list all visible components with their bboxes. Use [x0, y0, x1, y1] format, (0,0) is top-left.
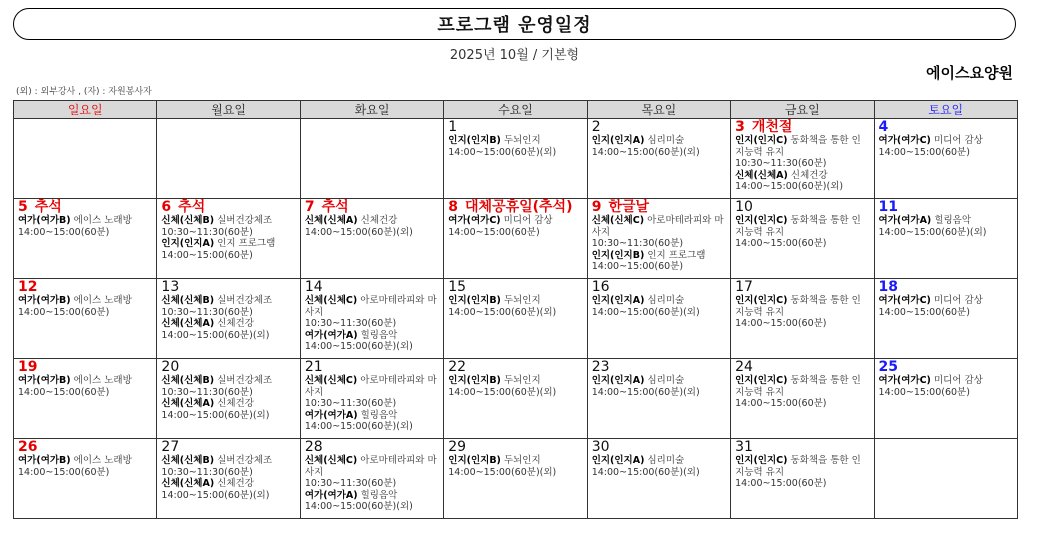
program-entry — [592, 135, 726, 147]
program-name: 실버건강체조 — [217, 375, 273, 386]
program-time: 14:00~15:00(60분) — [591, 261, 684, 272]
program-time: 14:00~15:00(60분)(외) — [161, 489, 270, 501]
program-name: 힐링음악 — [360, 489, 398, 501]
day-number — [879, 280, 1013, 295]
program-name: 두뇌인지 — [503, 375, 541, 386]
program-name: 에이스 노래방 — [73, 455, 132, 466]
calendar-day-cell — [14, 359, 157, 439]
program-entry — [161, 238, 295, 250]
weekday-tuesday: 화요일 — [300, 101, 443, 119]
day-number — [592, 200, 726, 215]
day-number — [161, 280, 295, 295]
program-name: 미디어 감상 — [933, 135, 983, 146]
program-time: 10:30~11:30(60분) — [161, 226, 253, 238]
calendar-day-cell — [444, 279, 587, 359]
calendar-day-cell — [587, 359, 730, 439]
day-number — [448, 440, 582, 455]
program-category: 신체(신체A) — [161, 318, 215, 329]
day-number-text: 10 — [735, 199, 753, 215]
program-category: 인지(인지C) — [735, 215, 788, 226]
program-time: 14:00~15:00(60분) — [735, 318, 827, 329]
calendar-day-cell — [14, 199, 157, 279]
program-category: 인지(인지B) — [448, 295, 501, 306]
calendar-day-cell — [731, 279, 874, 359]
calendar-day-cell — [444, 199, 587, 279]
holiday-label: 대체공휴일(추석) — [465, 199, 573, 215]
program-category: 여가(여가C) — [878, 375, 931, 386]
program-entry — [448, 295, 582, 307]
day-number — [592, 440, 726, 455]
calendar-day-cell — [157, 439, 300, 519]
program-category: 여가(여가A) — [304, 409, 358, 421]
program-entry — [448, 135, 582, 147]
day-number-text: 4 — [878, 119, 889, 135]
program-name: 두뇌인지 — [503, 295, 541, 306]
program-time: 14:00~15:00(60분)(외) — [448, 146, 557, 158]
day-number-text: 25 — [878, 359, 899, 375]
program-time: 14:00~15:00(60분) — [18, 226, 110, 238]
program-category: 인지(인지B) — [448, 135, 501, 146]
program-time: 14:00~15:00(60분) — [878, 306, 970, 318]
day-number — [305, 200, 439, 215]
weekday-sunday: 일요일 — [14, 101, 157, 119]
program-name: 힐링음악 — [360, 409, 398, 421]
program-entry — [161, 295, 295, 307]
day-number — [448, 360, 582, 375]
day-number-text: 24 — [735, 359, 753, 375]
program-name: 힐링음악 — [934, 215, 972, 226]
program-name: 인지 프로그램 — [217, 238, 276, 249]
day-number-text: 9 — [591, 199, 602, 215]
calendar-day-cell — [157, 359, 300, 439]
program-name: 동화책을 통한 인지능력 유지 — [735, 295, 861, 318]
program-time: 14:00~15:00(60분)(외) — [448, 306, 557, 318]
organization-name: 에이스요양원 — [926, 64, 1013, 82]
calendar-day-cell — [587, 199, 730, 279]
day-number — [305, 360, 439, 375]
holiday-label: 한글날 — [608, 199, 650, 215]
program-time: 10:30~11:30(60분) — [304, 318, 397, 329]
program-entry — [592, 455, 726, 467]
program-name: 아로마테라피와 마사지 — [591, 215, 724, 238]
holiday-label: 추석 — [34, 199, 62, 215]
calendar-day-cell — [14, 439, 157, 519]
day-number-text: 11 — [878, 199, 899, 215]
program-entry — [735, 455, 869, 478]
calendar-week-row — [14, 359, 1018, 439]
program-time: 14:00~15:00(60분) — [161, 249, 253, 261]
calendar-day-cell — [300, 359, 443, 439]
calendar-day-cell — [731, 199, 874, 279]
program-category: 인지(인지A) — [161, 238, 215, 249]
program-category: 여가(여가B) — [18, 215, 71, 226]
program-category: 신체(신체B) — [161, 215, 215, 226]
program-time: 14:00~15:00(60분)(외) — [878, 226, 987, 238]
day-number-text: 23 — [591, 359, 610, 375]
day-number — [735, 280, 869, 295]
program-name: 에이스 노래방 — [73, 215, 132, 226]
program-entry — [592, 375, 726, 387]
calendar-day-cell — [731, 439, 874, 519]
program-category: 인지(인지C) — [735, 135, 788, 146]
program-name: 심리미술 — [647, 295, 685, 306]
legend-note: (외) : 외부강사 , (자) : 자원봉사자 — [16, 87, 152, 97]
program-entry — [161, 318, 295, 330]
day-number-text: 13 — [161, 279, 180, 295]
day-number-text: 1 — [448, 119, 458, 135]
program-name: 아로마테라피와 마사지 — [304, 295, 437, 318]
day-number-text: 20 — [161, 359, 180, 375]
program-time: 14:00~15:00(60분)(외) — [448, 386, 557, 398]
program-entry — [18, 215, 152, 227]
day-number-text: 16 — [591, 279, 610, 295]
calendar-day-cell — [157, 279, 300, 359]
day-number-text: 7 — [304, 199, 315, 215]
day-number-text: 17 — [735, 279, 753, 295]
calendar-day-cell — [587, 439, 730, 519]
program-name: 신체건강 — [217, 318, 254, 329]
program-category: 신체(신체C) — [591, 215, 645, 226]
program-time: 14:00~15:00(60분)(외) — [304, 501, 413, 512]
day-number-text: 14 — [304, 279, 323, 295]
program-category: 인지(인지B) — [591, 249, 645, 261]
program-time: 14:00~15:00(60분)(외) — [735, 181, 844, 192]
program-category: 신체(신체B) — [161, 295, 215, 306]
program-category: 여가(여가B) — [18, 455, 71, 466]
weekday-wednesday: 수요일 — [444, 101, 587, 119]
holiday-label: 개천절 — [751, 119, 793, 135]
program-category: 신체(신체C) — [304, 375, 358, 386]
day-number-text: 8 — [448, 199, 459, 215]
program-name: 실버건강체조 — [217, 295, 273, 306]
calendar-day-cell — [157, 199, 300, 279]
program-entry — [161, 478, 295, 490]
day-number-text: 29 — [448, 439, 467, 455]
day-number — [448, 200, 582, 215]
program-category: 신체(신체C) — [304, 295, 358, 306]
day-number-text: 26 — [18, 439, 38, 455]
day-number — [735, 200, 869, 215]
program-entry — [448, 215, 582, 227]
calendar-week-row — [14, 279, 1018, 359]
program-entry — [161, 375, 295, 387]
program-category: 인지(인지B) — [448, 375, 501, 386]
program-time: 14:00~15:00(60분)(외) — [591, 146, 700, 158]
calendar-day-cell — [300, 439, 443, 519]
calendar-day-cell — [874, 119, 1017, 199]
program-name: 두뇌인지 — [503, 455, 541, 466]
day-number-text: 21 — [304, 359, 323, 375]
program-category: 인지(인지C) — [735, 375, 788, 386]
day-number — [592, 360, 726, 375]
program-category: 신체(신체B) — [161, 375, 215, 386]
program-entry — [305, 375, 439, 398]
program-name: 미디어 감상 — [933, 375, 983, 386]
day-number-text: 19 — [18, 359, 38, 375]
program-time: 14:00~15:00(60분) — [448, 226, 540, 238]
day-number — [448, 280, 582, 295]
program-entry — [735, 295, 869, 318]
program-entry — [161, 455, 295, 467]
program-name: 힐링음악 — [360, 329, 398, 341]
program-category: 신체(신체A) — [161, 478, 215, 489]
day-number — [879, 200, 1013, 215]
weekday-monday: 월요일 — [157, 101, 300, 119]
holiday-label: 추석 — [178, 199, 206, 215]
program-category: 여가(여가B) — [18, 295, 71, 306]
day-number-text: 6 — [161, 199, 172, 215]
calendar-day-cell — [587, 119, 730, 199]
program-entry — [879, 135, 1013, 147]
program-entry — [592, 250, 726, 262]
program-entry — [879, 375, 1013, 387]
day-number — [18, 360, 152, 375]
program-entry — [305, 295, 439, 318]
program-time: 10:30~11:30(60분) — [161, 306, 253, 318]
program-entry — [305, 455, 439, 478]
program-entry — [592, 215, 726, 238]
day-number-text: 18 — [878, 279, 899, 295]
program-entry — [735, 170, 869, 182]
program-time: 14:00~15:00(60분)(외) — [591, 386, 700, 398]
program-name: 두뇌인지 — [503, 135, 541, 146]
program-category: 여가(여가B) — [18, 375, 71, 386]
page-subtitle: 2025년 10월 / 기본형 — [449, 48, 580, 63]
calendar-day-cell — [14, 279, 157, 359]
calendar-day-cell — [874, 359, 1017, 439]
program-entry — [448, 375, 582, 387]
program-category: 인지(인지B) — [448, 455, 501, 466]
program-entry — [161, 215, 295, 227]
program-category: 신체(신체A) — [161, 398, 215, 409]
day-number — [879, 360, 1013, 375]
program-time: 14:00~15:00(60분) — [735, 238, 827, 249]
program-category: 신체(신체A) — [735, 169, 788, 181]
program-name: 에이스 노래방 — [73, 295, 132, 306]
day-number — [18, 200, 152, 215]
program-category: 여가(여가C) — [878, 135, 931, 146]
program-time: 14:00~15:00(60분) — [735, 398, 827, 409]
program-time: 10:30~11:30(60분) — [735, 158, 827, 169]
program-time: 14:00~15:00(60분) — [878, 386, 970, 398]
calendar-week-row — [14, 199, 1018, 279]
day-number — [161, 440, 295, 455]
day-number — [879, 120, 1013, 135]
program-name: 신체건강 — [217, 398, 254, 409]
program-name: 동화책을 통한 인지능력 유지 — [735, 455, 861, 478]
program-name: 신체건강 — [360, 215, 398, 226]
program-name: 신체건강 — [217, 478, 254, 489]
program-category: 인지(인지C) — [735, 455, 788, 466]
calendar-day-cell — [300, 279, 443, 359]
page-title: 프로그램 운영일정 — [13, 8, 1016, 40]
program-entry — [448, 455, 582, 467]
program-time: 14:00~15:00(60분)(외) — [591, 466, 700, 478]
program-category: 신체(신체C) — [304, 455, 358, 466]
day-number — [305, 440, 439, 455]
program-time: 14:00~15:00(60분)(외) — [448, 466, 557, 478]
program-time: 14:00~15:00(60분) — [878, 146, 970, 158]
calendar-day-cell — [587, 279, 730, 359]
program-time: 10:30~11:30(60분) — [304, 478, 397, 489]
calendar-day-cell — [444, 119, 587, 199]
program-category: 인지(인지C) — [735, 295, 788, 306]
program-name: 동화책을 통한 인지능력 유지 — [735, 375, 861, 398]
day-number — [448, 120, 582, 135]
program-entry — [305, 330, 439, 342]
calendar-week-row — [14, 439, 1018, 519]
program-entry — [879, 215, 1013, 227]
program-category: 인지(인지A) — [591, 375, 645, 386]
day-number — [305, 280, 439, 295]
program-time: 14:00~15:00(60분)(외) — [591, 306, 700, 318]
program-name: 실버건강체조 — [217, 455, 273, 466]
day-number — [18, 440, 152, 455]
program-time: 14:00~15:00(60분)(외) — [161, 409, 270, 421]
program-time: 10:30~11:30(60분) — [161, 386, 253, 398]
program-name: 심리미술 — [647, 135, 685, 146]
program-category: 신체(신체A) — [304, 215, 358, 226]
program-name: 동화책을 통한 인지능력 유지 — [735, 135, 861, 158]
program-name: 동화책을 통한 인지능력 유지 — [735, 215, 861, 238]
program-category: 여가(여가A) — [304, 489, 358, 501]
program-category: 여가(여가A) — [878, 215, 932, 226]
calendar-week-row — [14, 119, 1018, 199]
program-entry — [305, 410, 439, 422]
program-time: 14:00~15:00(60분) — [18, 306, 110, 318]
day-number-text: 5 — [18, 199, 28, 215]
calendar-day-cell — [874, 439, 1017, 519]
program-name: 에이스 노래방 — [73, 375, 132, 386]
day-number-text: 27 — [161, 439, 180, 455]
calendar-day-cell — [157, 119, 300, 199]
program-name: 미디어 감상 — [933, 295, 983, 306]
program-entry — [18, 375, 152, 387]
program-category: 여가(여가C) — [878, 295, 931, 306]
calendar-day-cell — [874, 199, 1017, 279]
program-name: 실버건강체조 — [217, 215, 273, 226]
program-time: 14:00~15:00(60분)(외) — [304, 421, 413, 432]
program-time: 14:00~15:00(60분) — [735, 478, 827, 489]
program-name: 아로마테라피와 마사지 — [304, 455, 437, 478]
calendar-day-cell — [444, 439, 587, 519]
program-name: 심리미술 — [647, 455, 685, 466]
calendar-day-cell — [874, 279, 1017, 359]
calendar-day-cell — [731, 359, 874, 439]
program-entry — [18, 455, 152, 467]
program-entry — [735, 215, 869, 238]
weekday-friday: 금요일 — [731, 101, 874, 119]
program-entry — [735, 375, 869, 398]
calendar-day-cell — [731, 119, 874, 199]
program-category: 여가(여가C) — [448, 215, 501, 226]
day-number — [592, 120, 726, 135]
program-category: 여가(여가A) — [304, 329, 358, 341]
day-number-text: 30 — [591, 439, 610, 455]
program-time: 14:00~15:00(60분)(외) — [304, 341, 413, 352]
program-entry — [879, 295, 1013, 307]
program-entry — [305, 490, 439, 502]
day-number — [735, 440, 869, 455]
program-category: 신체(신체B) — [161, 455, 215, 466]
holiday-label: 추석 — [321, 199, 349, 215]
program-time: 14:00~15:00(60분)(외) — [161, 329, 270, 341]
calendar-body — [14, 119, 1018, 519]
program-name: 심리미술 — [647, 375, 685, 386]
calendar-day-cell — [444, 359, 587, 439]
program-time: 14:00~15:00(60분) — [18, 466, 110, 478]
calendar-table — [13, 100, 1018, 519]
day-number-text: 28 — [304, 439, 323, 455]
weekday-header-row — [14, 101, 1018, 119]
calendar-day-cell — [14, 119, 157, 199]
program-name: 인지 프로그램 — [647, 249, 706, 261]
program-entry — [161, 398, 295, 410]
weekday-saturday: 토요일 — [874, 101, 1017, 119]
day-number-text: 2 — [591, 119, 601, 135]
program-time: 10:30~11:30(60분) — [591, 238, 684, 249]
program-entry — [735, 135, 869, 158]
day-number-text: 22 — [448, 359, 467, 375]
day-number — [18, 280, 152, 295]
day-number-text: 15 — [448, 279, 467, 295]
day-number — [161, 200, 295, 215]
day-number — [735, 360, 869, 375]
calendar-day-cell — [300, 199, 443, 279]
program-category: 인지(인지A) — [591, 135, 645, 146]
program-category: 인지(인지A) — [591, 455, 645, 466]
program-entry — [592, 295, 726, 307]
day-number-text: 3 — [735, 119, 745, 135]
day-number — [592, 280, 726, 295]
program-category: 인지(인지A) — [591, 295, 645, 306]
program-time: 14:00~15:00(60분) — [18, 386, 110, 398]
program-time: 10:30~11:30(60분) — [161, 466, 253, 478]
program-time: 14:00~15:00(60분)(외) — [304, 226, 413, 238]
day-number-text: 31 — [735, 439, 753, 455]
program-time: 10:30~11:30(60분) — [304, 398, 397, 409]
program-name: 아로마테라피와 마사지 — [304, 375, 437, 398]
weekday-thursday: 목요일 — [587, 101, 730, 119]
program-name: 미디어 감상 — [503, 215, 553, 226]
program-entry — [18, 295, 152, 307]
day-number-text: 12 — [18, 279, 38, 295]
day-number — [735, 120, 869, 135]
program-entry — [305, 215, 439, 227]
program-name: 신체건강 — [790, 169, 828, 181]
calendar-day-cell — [300, 119, 443, 199]
day-number — [161, 360, 295, 375]
